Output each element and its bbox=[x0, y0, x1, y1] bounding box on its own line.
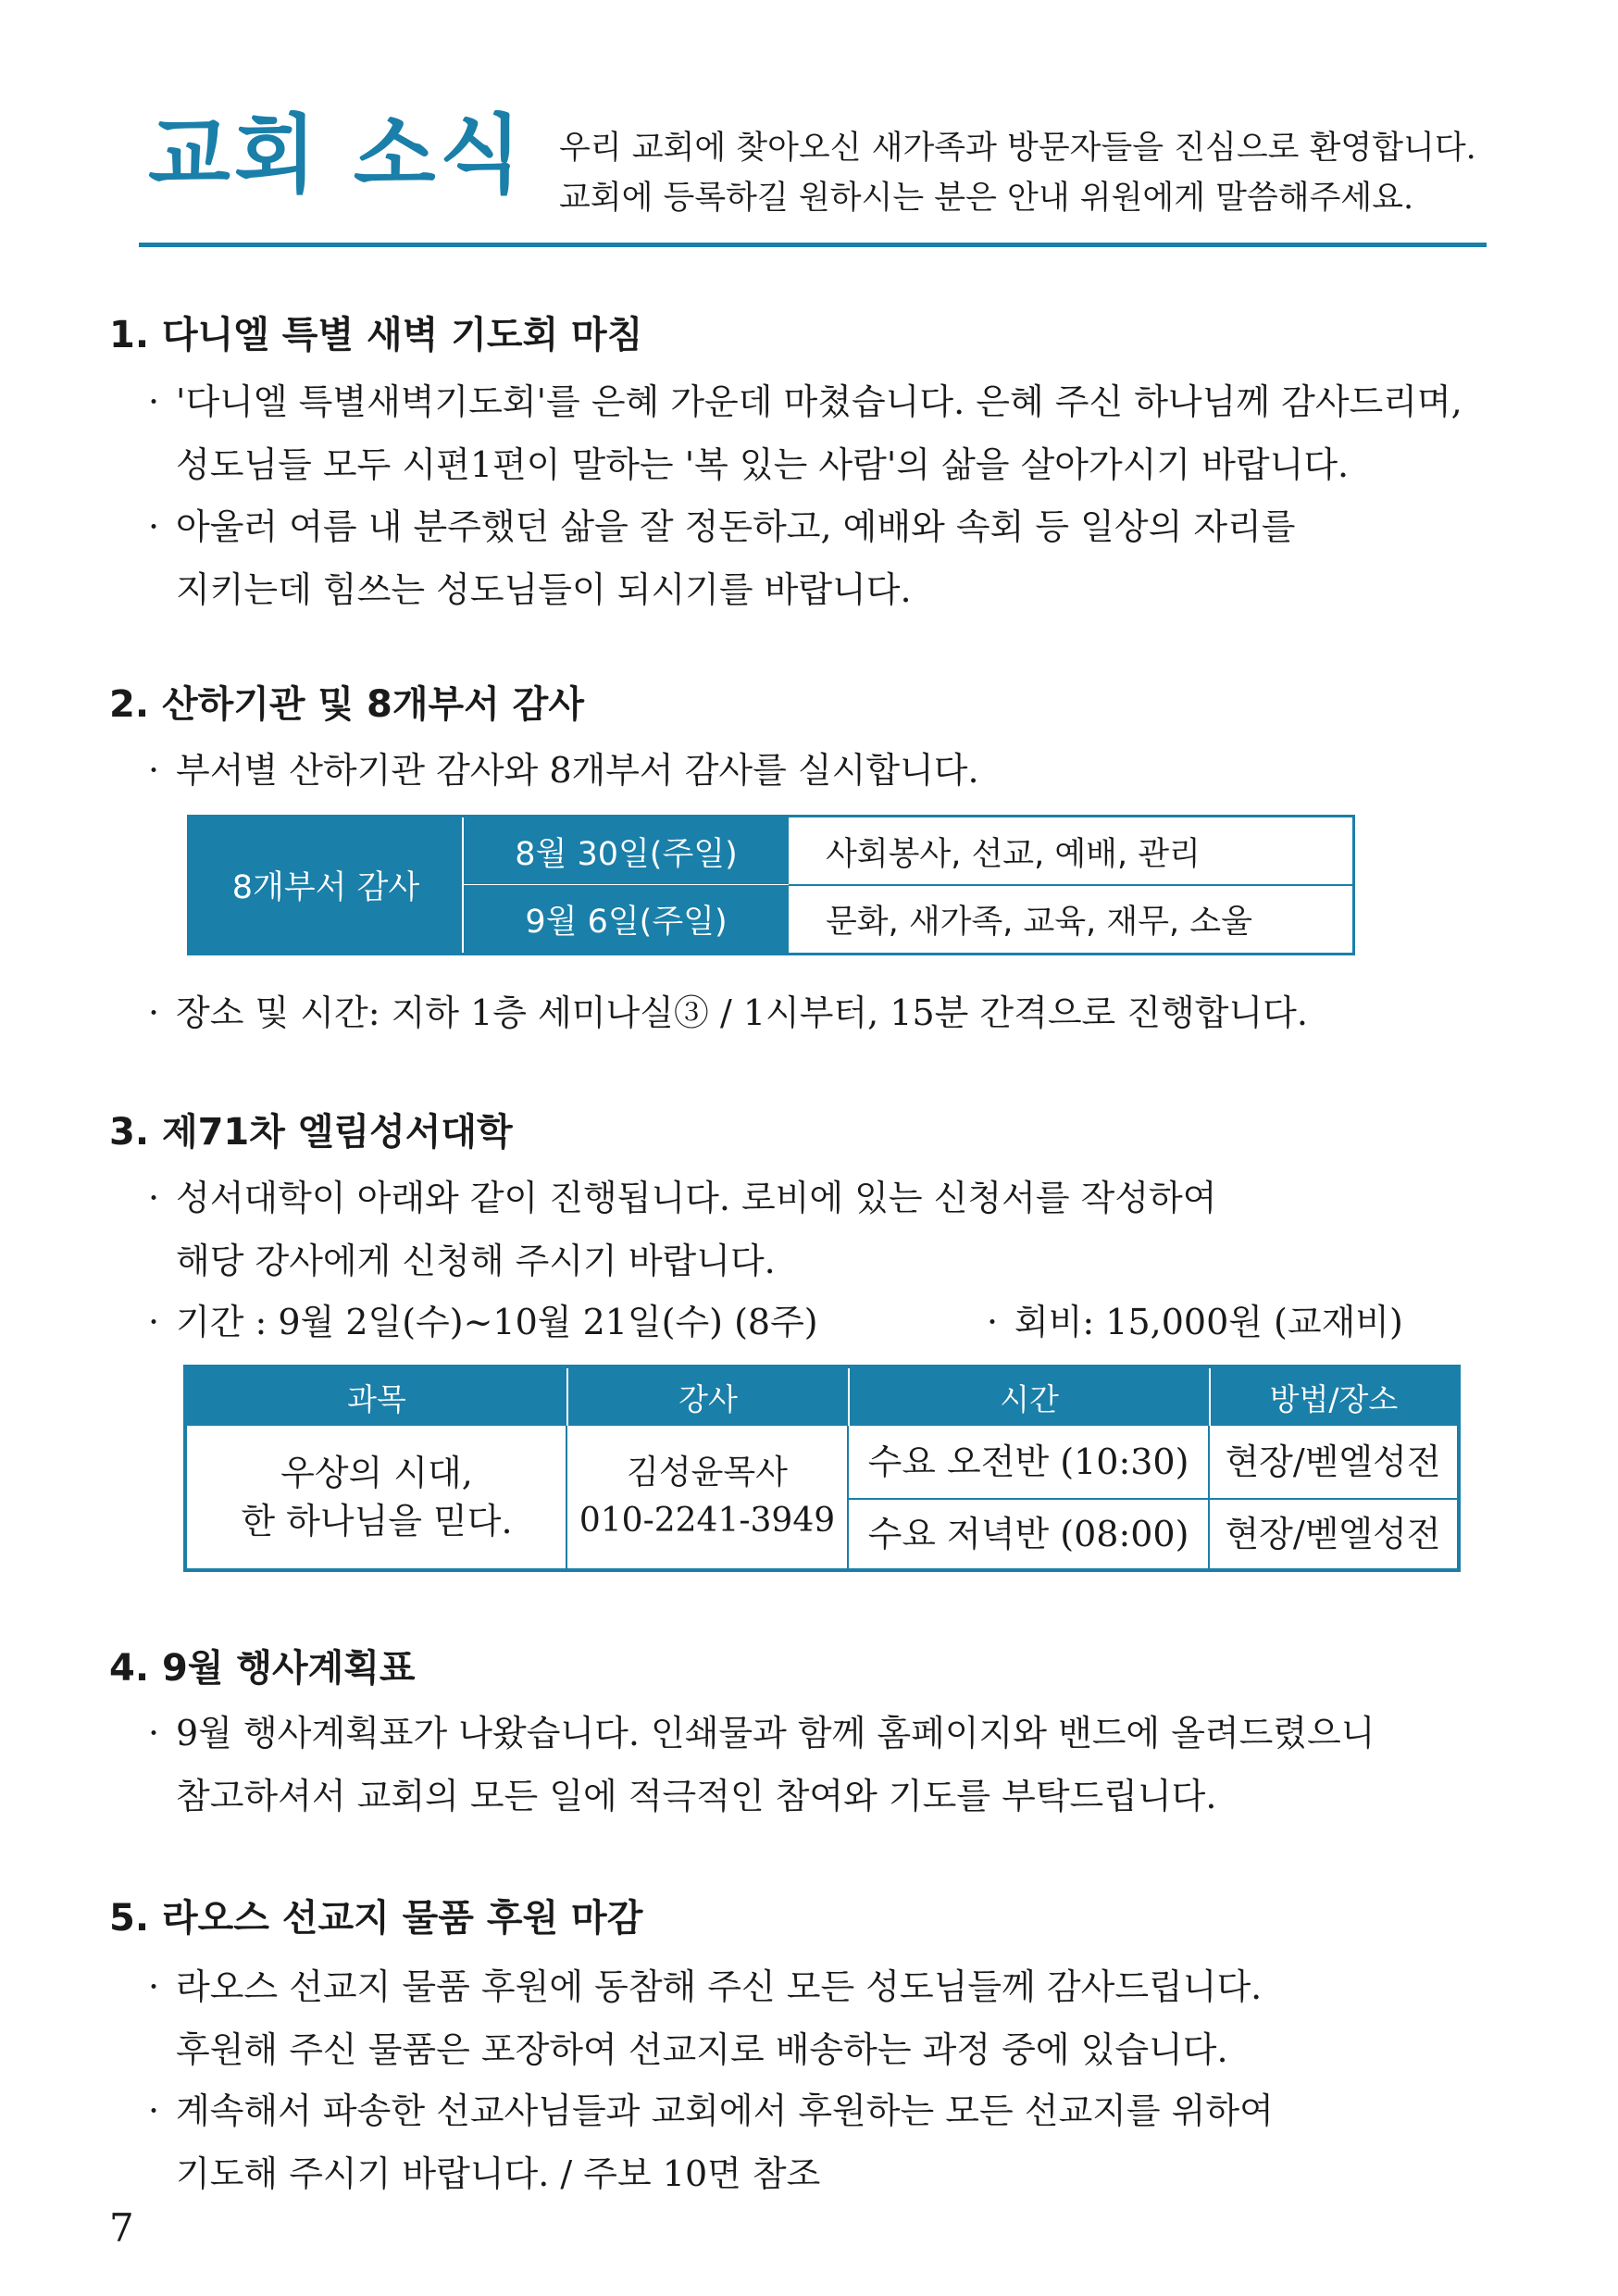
bullet-text: 해당 강사에게 신청해 주시기 바랍니다. bbox=[176, 1241, 776, 1281]
section-heading: 5. 라오스 선교지 물품 후원 마감 bbox=[109, 1897, 643, 1940]
bullet-text: 성도님들 모두 시편1편이 말하는 '복 있는 사람'의 삶을 살아가시기 바랍니다. bbox=[176, 444, 1350, 485]
bullet-text: 아울러 여름 내 분주했던 삶을 잘 정돈하고, 예배와 속회 등 일상의 자리를 bbox=[176, 506, 1296, 547]
session-time-cell: 수요 저녁반 (08:00) bbox=[867, 1514, 1189, 1554]
header-divider bbox=[139, 243, 1487, 247]
subject-cell bbox=[187, 1426, 566, 1568]
section-heading: 1. 다니엘 특별 새벽 기도회 마침 bbox=[109, 314, 643, 356]
bullet-mark: · bbox=[148, 992, 160, 1033]
bullet-text: 성서대학이 아래와 같이 진행됩니다. 로비에 있는 신청서를 작성하여 bbox=[176, 1178, 1217, 1218]
bullet-item bbox=[148, 2079, 1274, 2205]
session-place-cell: 현장/벧엘성전 bbox=[1225, 1514, 1441, 1554]
bullet-mark: · bbox=[987, 1302, 999, 1342]
bullet-item bbox=[148, 981, 1308, 1044]
bullet-item bbox=[148, 495, 1295, 621]
table-header-subject: 과목 bbox=[187, 1368, 566, 1426]
audit-date-cell: 8월 30일(주일) bbox=[462, 817, 789, 885]
audit-date-cell: 9월 6일(주일) bbox=[462, 885, 789, 953]
instructor-cell bbox=[566, 1426, 848, 1568]
bullet-text: 부서별 산하기관 감사와 8개부서 감사를 실시합니다. bbox=[176, 750, 979, 791]
bullet-mark: · bbox=[148, 1966, 160, 2007]
table-row-header: 8개부서 감사 bbox=[190, 817, 462, 953]
course-schedule-table bbox=[183, 1365, 1461, 1572]
bullet-text: 9월 행사계획표가 나왔습니다. 인쇄물과 함께 홈페이지와 밴드에 올려드렸으니 bbox=[176, 1713, 1375, 1753]
bullet-text: '다니엘 특별새벽기도회'를 은혜 가운데 마쳤습니다. 은혜 주신 하나님께 감사드리며, bbox=[176, 381, 1462, 422]
page-number: 7 bbox=[109, 2205, 134, 2251]
bullet-text: 후원해 주신 물품은 포장하여 선교지로 배송하는 과정 중에 있습니다. bbox=[176, 2029, 1228, 2070]
welcome-message bbox=[559, 123, 1476, 223]
bullet-item bbox=[148, 1167, 1216, 1292]
bullet-mark: · bbox=[148, 2090, 160, 2131]
welcome-line: 우리 교회에 찾아오신 새가족과 방문자들을 진심으로 환영합니다. bbox=[559, 130, 1476, 167]
bullet-text: 라오스 선교지 물품 후원에 동참해 주신 모든 성도님들께 감사드립니다. bbox=[176, 1966, 1263, 2007]
bullet-mark: · bbox=[148, 1713, 160, 1753]
table-header-time: 시간 bbox=[848, 1368, 1209, 1426]
bullet-item bbox=[148, 1291, 818, 1354]
bullet-text: 지키는데 힘쓰는 성도님들이 되시기를 바랍니다. bbox=[176, 569, 912, 610]
session-place-cell: 현장/벧엘성전 bbox=[1225, 1441, 1441, 1482]
audit-departments-cell: 사회봉사, 선교, 예배, 관리 bbox=[826, 835, 1201, 873]
instructor-name: 김성윤목사 bbox=[627, 1454, 788, 1491]
page-title: 교회 소식 bbox=[148, 106, 526, 205]
table-header-place: 방법/장소 bbox=[1209, 1368, 1457, 1426]
table-header-instructor: 강사 bbox=[566, 1368, 848, 1426]
instructor-phone: 010-2241-3949 bbox=[579, 1502, 836, 1540]
bullet-item bbox=[148, 370, 1462, 496]
bullet-text: 참고하셔서 교회의 모든 일에 적극적인 참여와 기도를 부탁드립니다. bbox=[176, 1776, 1217, 1816]
course-fee: 회비: 15,000원 (교재비) bbox=[1014, 1302, 1403, 1342]
bullet-mark: · bbox=[148, 1302, 160, 1342]
bullet-item bbox=[148, 1702, 1375, 1828]
bullet-mark: · bbox=[148, 1178, 160, 1218]
course-period: 기간 : 9월 2일(수)~10월 21일(수) (8주) bbox=[176, 1302, 818, 1342]
bullet-text: 기도해 주시기 바랍니다. / 주보 10면 참조 bbox=[176, 2153, 821, 2194]
subject-line: 우상의 시대, bbox=[280, 1453, 473, 1493]
audit-departments-cell: 문화, 새가족, 교육, 재무, 소울 bbox=[826, 903, 1252, 941]
bullet-item bbox=[987, 1291, 1403, 1354]
bullet-mark: · bbox=[148, 381, 160, 422]
bullet-item bbox=[148, 739, 979, 802]
welcome-line: 교회에 등록하길 원하시는 분은 안내 위원에게 말씀해주세요. bbox=[559, 180, 1414, 217]
session-time-cell: 수요 오전반 (10:30) bbox=[867, 1441, 1189, 1482]
subject-line: 한 하나님을 믿다. bbox=[241, 1501, 513, 1541]
section-heading: 4. 9월 행사계획표 bbox=[109, 1647, 416, 1690]
audit-schedule-table bbox=[187, 815, 1355, 955]
bullet-mark: · bbox=[148, 506, 160, 547]
section-heading: 2. 산하기관 및 8개부서 감사 bbox=[109, 683, 584, 726]
bullet-text: 계속해서 파송한 선교사님들과 교회에서 후원하는 모든 선교지를 위하여 bbox=[176, 2090, 1274, 2131]
bullet-text: 장소 및 시간: 지하 1층 세미나실③ / 1시부터, 15분 간격으로 진행합니다. bbox=[176, 992, 1308, 1033]
bullet-mark: · bbox=[148, 750, 160, 791]
section-heading: 3. 제71차 엘림성서대학 bbox=[109, 1111, 513, 1154]
bullet-item bbox=[148, 1955, 1262, 2081]
